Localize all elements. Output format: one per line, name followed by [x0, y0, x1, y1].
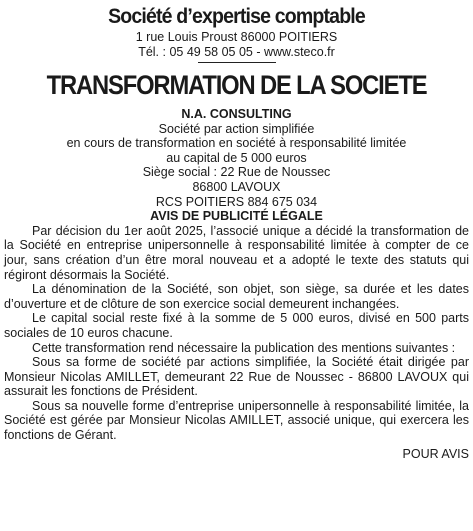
paragraph-publication: Cette transformation rend nécessaire la publication des mentions suivantes : [32, 340, 456, 355]
company-rcs: RCS POITIERS 884 675 034 [155, 194, 318, 209]
company-name: N.A. CONSULTING [181, 107, 292, 121]
company-city: 86800 LAVOUX [192, 179, 281, 194]
paragraph-new-management: Sous sa nouvelle forme d’entreprise unipersonnelle à responsabilité limitée, la Société est gérée par Monsieur Nicolas AMILLET, associé unique, qui exercera les fonctions de Gérant. [4, 398, 469, 443]
company-transformation: en cours de transformation en société à responsabilité limitée [66, 136, 407, 151]
paragraph-capital: Le capital social reste fixé à la somme de 5 000 euros, divisé en 500 parts sociales de 10 euros chacune. [4, 311, 469, 340]
header-divider [198, 62, 276, 63]
firm-name: Société d’expertise comptable [108, 5, 365, 28]
paragraph-unchanged: La dénomination de la Société, son objet, son siège, sa durée et les dates d’ouverture et de clôture de son exercice social demeurent inchangées. [4, 282, 469, 311]
notice-type: AVIS DE PUBLICITÉ LÉGALE [150, 209, 323, 224]
notice-title: TRANSFORMATION DE LA SOCIETE [46, 70, 427, 100]
company-legal-form: Société par action simplifiée [158, 121, 315, 136]
signature: POUR AVIS [402, 446, 469, 461]
firm-address: 1 rue Louis Proust 86000 POITIERS [135, 30, 338, 44]
company-capital: au capital de 5 000 euros [166, 150, 307, 165]
firm-contact: Tél. : 05 49 58 05 05 - www.steco.fr [138, 45, 335, 59]
paragraph-decision: Par décision du 1er août 2025, l’associé unique a décidé la transformation de la Société en entreprise unipersonnelle à responsabilité limitée à compter de ce jour, sans création d’un être moral nouveau et a adopté le texte des statuts qui régiront désormais la Société. [4, 223, 469, 282]
paragraph-former-management: Sous sa forme de société par actions simplifiée, la Société était dirigée par Monsieur Nicolas AMILLET, demeurant 22 Rue de Noussec - 86800 LAVOUX qui assurait les fonctions de Président. [4, 355, 469, 399]
company-head-office: Siège social : 22 Rue de Noussec [142, 165, 331, 180]
